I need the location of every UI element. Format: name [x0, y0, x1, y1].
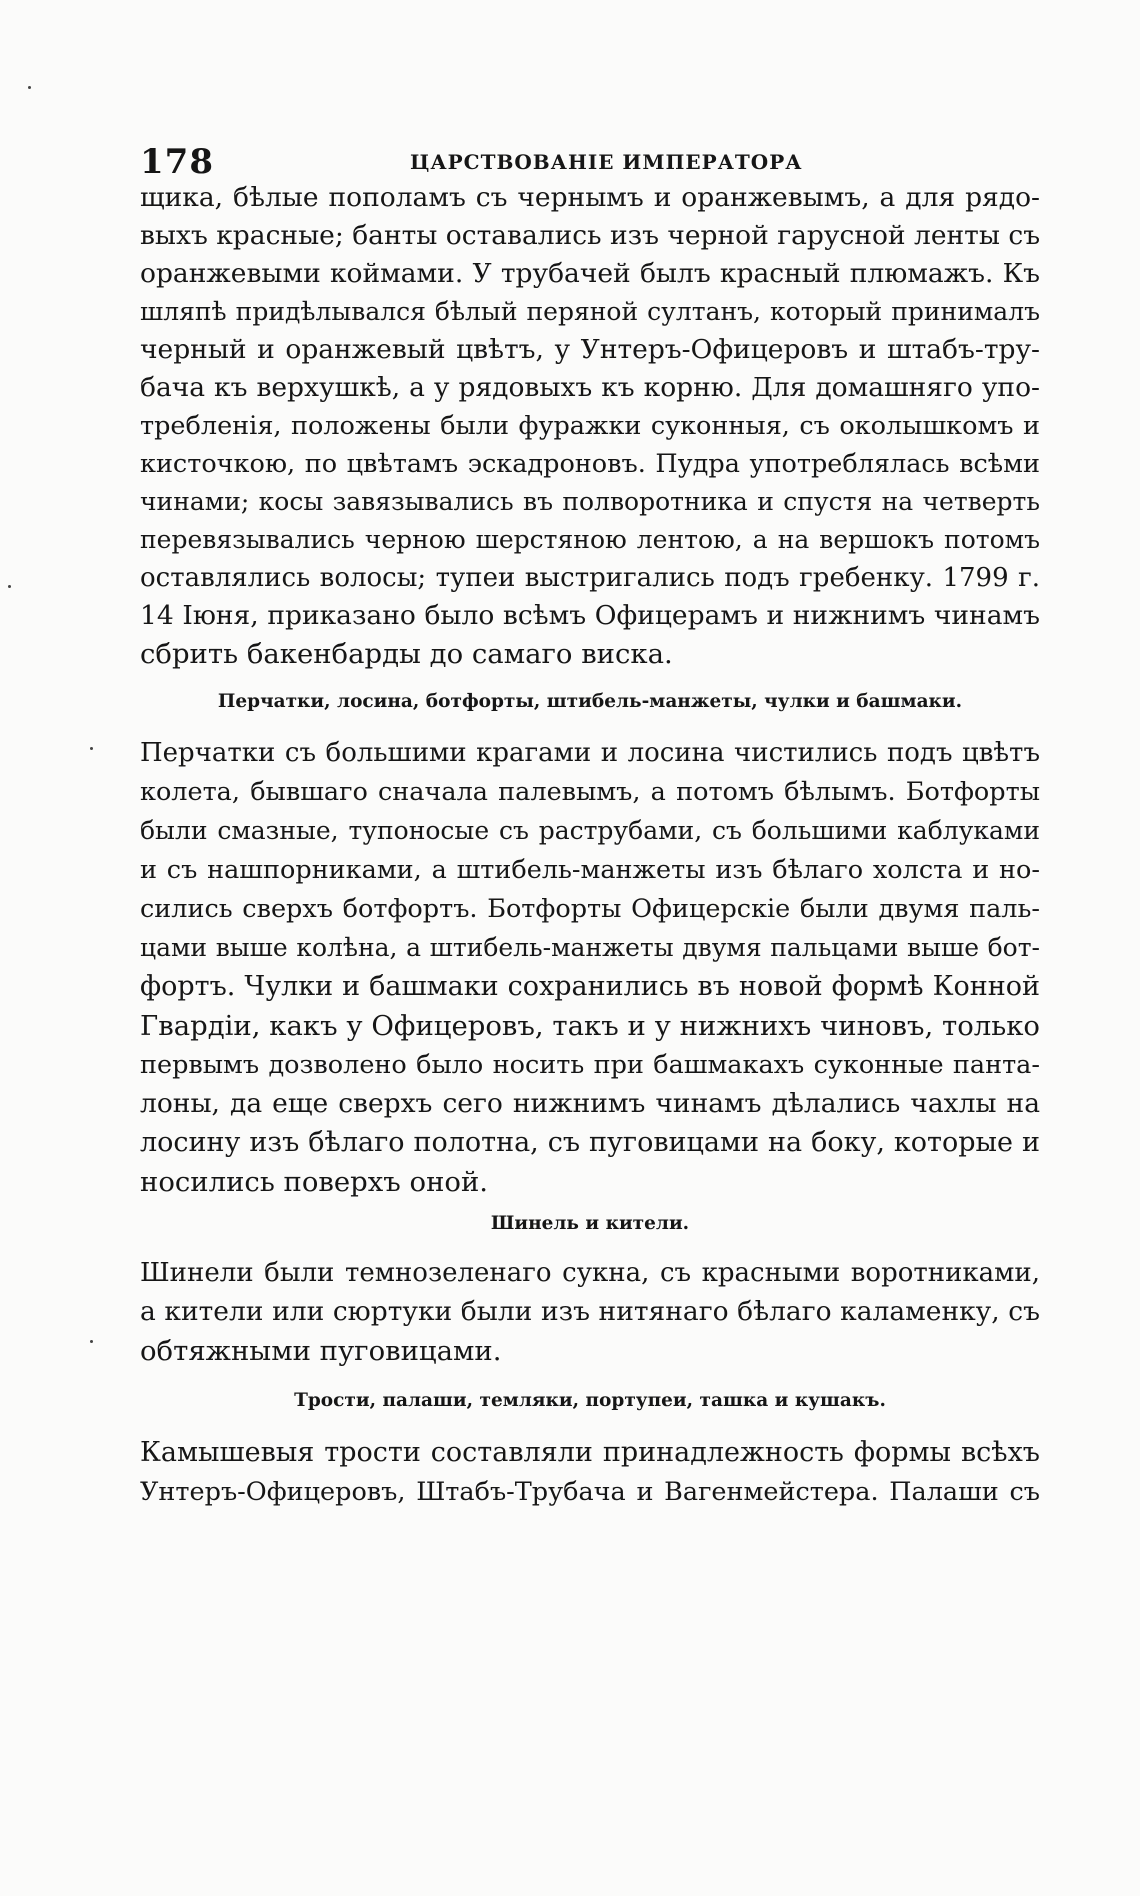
paper-speck [28, 86, 31, 89]
text-line: требленія, положены были фуражки суконныя, съ околышкомъ и [140, 411, 1040, 441]
text-line: колета, бывшаго сначала палевымъ, а потомъ бѣлымъ. Ботфорты [140, 777, 1040, 807]
text-line: Перчатки съ большими крагами и лосина чистились подъ цвѣтъ [140, 738, 1040, 768]
text-line: черный и оранжевый цвѣтъ, у Унтеръ-Офицеровъ и штабъ-тру- [140, 334, 1040, 365]
text-line: шляпѣ придѣлывался бѣлый перяной султанъ, который принималъ [140, 297, 1040, 326]
text-line: перевязывались черною шерстяною лентою, а на вершокъ потомъ [140, 525, 1040, 554]
text-line: первымъ дозволено было носить при башмакахъ суконные панта- [140, 1050, 1040, 1080]
paper-speck [8, 585, 11, 588]
text-line: оставлялись волосы; тупеи выстригались подъ гребенку. 1799 г. [140, 563, 1040, 593]
section-heading-canes: Трости, палаши, темляки, портупеи, ташка и кушакъ. [294, 1390, 886, 1411]
section-heading-gloves: Перчатки, лосина, ботфорты, штибель-манжеты, чулки и башмаки. [217, 691, 963, 712]
text-line: цами выше колѣна, а штибель-манжеты двумя пальцами выше бот- [140, 933, 1040, 962]
text-line: выхъ красные; банты оставались изъ черной гарусной ленты съ [140, 220, 1041, 251]
text-line: кисточкою, по цвѣтамъ эскадроновъ. Пудра употреблялась всѣми [140, 449, 1040, 479]
text-line: Унтеръ-Офицеровъ, Штабъ-Трубача и Вагенмейстера. Палаши съ [140, 1477, 1040, 1507]
paper-speck [90, 747, 93, 750]
text-line: 14 Іюня, приказано было всѣмъ Офицерамъ и нижнимъ чинамъ [140, 600, 1040, 631]
text-line: чинами; косы завязывались въ полворотника и спустя на четверть [140, 487, 1040, 516]
paper-speck [90, 1340, 93, 1343]
text-line: фортъ. Чулки и башмаки сохранились въ новой формѣ Конной [140, 971, 1040, 1002]
text-line: и съ нашпорниками, а штибель-манжеты изъ бѣлаго холста и но- [140, 855, 1040, 885]
text-line: сбрить бакенбарды до самаго виска. [140, 638, 673, 670]
text-line: сились сверхъ ботфортъ. Ботфорты Офицерскіе были двумя паль- [140, 894, 1040, 924]
text-line: лоны, да еще сверхъ сего нижнимъ чинамъ дѣлались чахлы на [140, 1088, 1040, 1119]
text-line: лосину изъ бѣлаго полотна, съ пуговицами на боку, которые и [140, 1127, 1040, 1158]
text-line: а кители или сюртуки были изъ нитянаго бѣлаго каламенку, съ [140, 1296, 1040, 1327]
text-line: бача къ верхушкѣ, а у рядовыхъ къ корню. Для домашняго упо- [140, 372, 1040, 403]
section-heading-greatcoat: Шинель и кители. [490, 1213, 690, 1234]
text-line: были смазные, тупоносые съ раструбами, съ большими каблуками [140, 816, 1040, 845]
page-number: 178 [140, 142, 214, 182]
text-line: обтяжными пуговицами. [140, 1335, 502, 1367]
text-line: Гвардіи, какъ у Офицеровъ, такъ и у нижнихъ чиновъ, только [140, 1010, 1040, 1042]
text-line: щика, бѣлые пополамъ съ чернымъ и оранжевымъ, а для рядо- [140, 182, 1040, 213]
text-line: Камышевыя трости составляли принадлежность формы всѣхъ [140, 1437, 1040, 1468]
text-line: оранжевыми коймами. У трубачей былъ красный плюмажъ. Къ [140, 258, 1040, 289]
running-head: ЦАРСТВОВАНІЕ ИМПЕРАТОРА [410, 150, 803, 174]
text-line: Шинели были темнозеленаго сукна, съ красными воротниками, [140, 1258, 1040, 1288]
text-line: носились поверхъ оной. [140, 1166, 489, 1198]
